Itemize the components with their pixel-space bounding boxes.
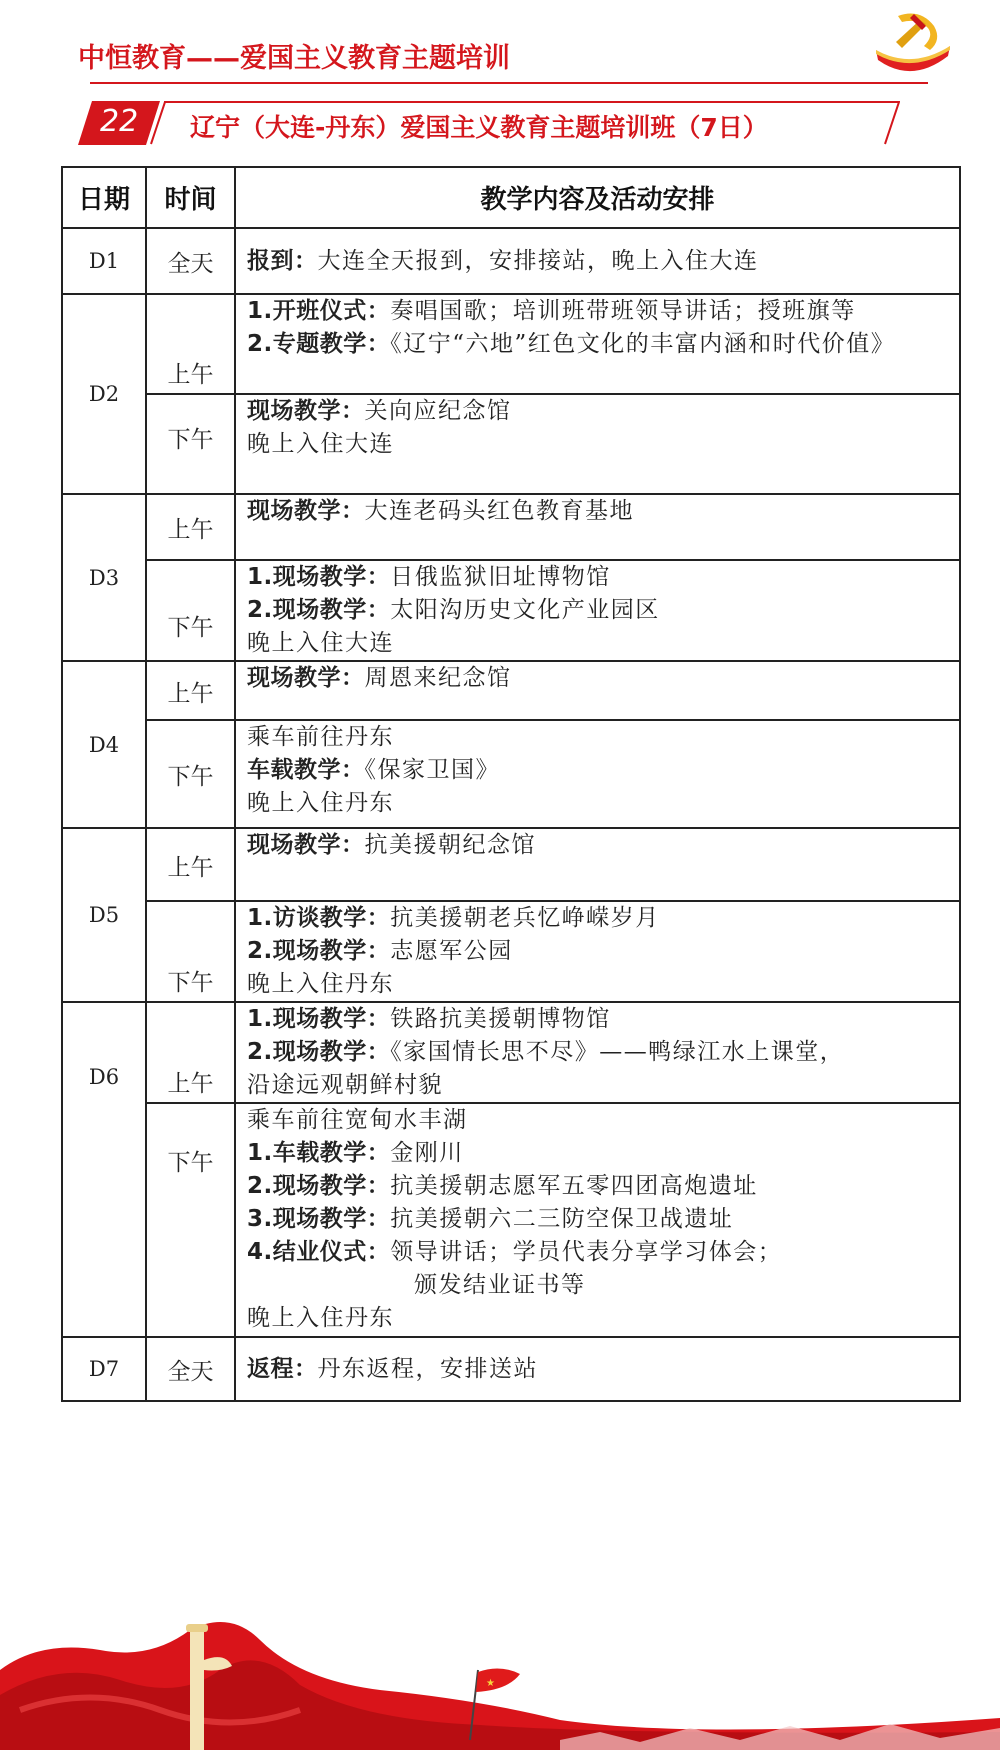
content-line: [247, 754, 953, 787]
content-line: [247, 1137, 953, 1170]
course-title: 辽宁（大连-丹东）爱国主义教育主题培训班（7日）: [190, 113, 768, 142]
item-label: 现场教学：: [247, 398, 365, 424]
day-cell: D3: [62, 494, 146, 661]
content-line: [247, 594, 953, 627]
item-label: 2.现场教学：: [247, 1039, 391, 1065]
item-label: 1.车载教学：: [247, 1140, 391, 1166]
item-label: 1.访谈教学：: [247, 905, 391, 931]
content-cell: [235, 294, 960, 394]
content-line: [247, 1170, 953, 1203]
time-cell: 上午: [146, 294, 235, 394]
content-cell: [235, 1002, 960, 1103]
time-cell: 下午: [146, 720, 235, 828]
item-label: 现场教学：: [247, 498, 365, 524]
time-cell: 下午: [146, 1103, 235, 1337]
content-line: [247, 295, 953, 328]
item-label: 2.现场教学：: [247, 1173, 391, 1199]
item-text: 抗美援朝六二三防空保卫战遗址: [390, 1206, 734, 1232]
time-cell: 上午: [146, 828, 235, 901]
time-cell: 下午: [146, 394, 235, 494]
content-line: 晚上入住丹东: [247, 790, 394, 816]
table-row: [62, 1337, 960, 1401]
day-cell: D1: [62, 228, 146, 294]
item-label: 4.结业仪式：: [247, 1239, 391, 1265]
table-row: [62, 720, 960, 828]
table-row: [62, 661, 960, 720]
content-line: [247, 495, 953, 528]
svg-text:★: ★: [486, 1678, 495, 1689]
item-label: 1.现场教学：: [247, 564, 391, 590]
content-line: [247, 1203, 953, 1236]
table-row: [62, 394, 960, 494]
header-day: 日期: [62, 167, 146, 228]
time-cell: 全天: [146, 1337, 235, 1401]
header-divider: [90, 82, 928, 84]
time-cell: 上午: [146, 1002, 235, 1103]
item-text: 领导讲话；学员代表分享学习体会；: [390, 1239, 783, 1265]
item-label: 返程：: [247, 1355, 318, 1382]
content-cell: [235, 1337, 960, 1401]
content-cell: [235, 720, 960, 828]
content-line: [247, 561, 953, 594]
content-line: [247, 935, 953, 968]
table-row: [62, 1002, 960, 1103]
content-line: [247, 1236, 953, 1269]
table-row: [62, 901, 960, 1002]
party-emblem-icon: [868, 6, 956, 72]
content-line: [247, 395, 953, 428]
day-cell: D4: [62, 661, 146, 828]
course-number: 22: [100, 104, 139, 139]
time-cell: 上午: [146, 661, 235, 720]
item-label: 1.现场教学：: [247, 1006, 391, 1032]
content-cell: [235, 901, 960, 1002]
item-text: 周恩来纪念馆: [364, 665, 512, 691]
content-line: [247, 328, 953, 361]
content-line: 颁发结业证书等: [414, 1272, 586, 1298]
item-text: 志愿军公园: [390, 938, 513, 964]
time-cell: 下午: [146, 560, 235, 661]
table-row: [62, 294, 960, 394]
content-line: [247, 829, 953, 862]
content-cell: [235, 228, 960, 294]
day-cell: D7: [62, 1337, 146, 1401]
table-row: [62, 560, 960, 661]
table-row: [62, 228, 960, 294]
item-label: 2.现场教学：: [247, 938, 391, 964]
content-line: 晚上入住大连: [247, 630, 394, 656]
day-cell: D5: [62, 828, 146, 1002]
content-cell: [235, 560, 960, 661]
decorative-footer-banner: [0, 1600, 1000, 1750]
item-text: 《保家卫国》: [364, 757, 500, 783]
content-line: [247, 662, 953, 695]
content-cell: [235, 1103, 960, 1337]
item-text: 大连老码头红色教育基地: [364, 498, 634, 524]
content-line: 沿途远观朝鲜村貌: [247, 1072, 443, 1098]
table-row: [62, 494, 960, 560]
item-text: 抗美援朝纪念馆: [364, 832, 536, 858]
item-text: 大连全天报到，安排接站，晚上入住大连: [317, 247, 759, 274]
item-text: 抗美援朝老兵忆峥嵘岁月: [390, 905, 660, 931]
item-label: 现场教学：: [247, 832, 365, 858]
time-cell: 上午: [146, 494, 235, 560]
content-line: [247, 1036, 953, 1069]
content-line: 晚上入住丹东: [247, 1305, 394, 1331]
time-cell: 全天: [146, 228, 235, 294]
schedule-table: [61, 166, 961, 1402]
content-cell: [235, 494, 960, 560]
content-line: 晚上入住丹东: [247, 971, 394, 997]
item-label: 2.现场教学：: [247, 597, 391, 623]
header-time: 时间: [146, 167, 235, 228]
header-content: 教学内容及活动安排: [235, 167, 960, 228]
item-text: 日俄监狱旧址博物馆: [390, 564, 611, 590]
content-line: [247, 1353, 953, 1386]
item-label: 2.专题教学：: [247, 331, 391, 357]
item-label: 3.现场教学：: [247, 1206, 391, 1232]
item-label: 报到：: [247, 247, 318, 274]
item-text: 金刚川: [390, 1140, 464, 1166]
content-line: [247, 1003, 953, 1036]
table-row: [62, 1103, 960, 1337]
content-line: 乘车前往丹东: [247, 724, 394, 750]
item-text: 《辽宁“六地”红色文化的丰富内涵和时代价值》: [390, 331, 896, 357]
item-text: 太阳沟历史文化产业园区: [390, 597, 660, 623]
content-cell: [235, 394, 960, 494]
content-line: 乘车前往宽甸水丰湖: [247, 1107, 468, 1133]
content-line: [247, 902, 953, 935]
day-cell: D6: [62, 1002, 146, 1337]
item-label: 1.开班仪式：: [247, 298, 391, 324]
item-text: 奏唱国歌；培训班带班领导讲话；授班旗等: [390, 298, 856, 324]
item-text: 《家国情长思不尽》——鸭绿江水上课堂，: [390, 1039, 845, 1065]
content-line: [247, 245, 953, 278]
day-cell: D2: [62, 294, 146, 494]
table-header-row: [62, 167, 960, 228]
item-label: 现场教学：: [247, 665, 365, 691]
content-cell: [235, 828, 960, 901]
item-text: 关向应纪念馆: [364, 398, 512, 424]
content-line: 晚上入住大连: [247, 431, 394, 457]
item-text: 铁路抗美援朝博物馆: [390, 1006, 611, 1032]
brand-title: 中恒教育——爱国主义教育主题培训: [78, 43, 510, 74]
item-label: 车载教学：: [247, 757, 365, 783]
item-text: 抗美援朝志愿军五零四团高炮遗址: [390, 1173, 758, 1199]
item-text: 丹东返程，安排送站: [317, 1355, 538, 1382]
time-cell: 下午: [146, 901, 235, 1002]
content-cell: [235, 661, 960, 720]
table-row: [62, 828, 960, 901]
